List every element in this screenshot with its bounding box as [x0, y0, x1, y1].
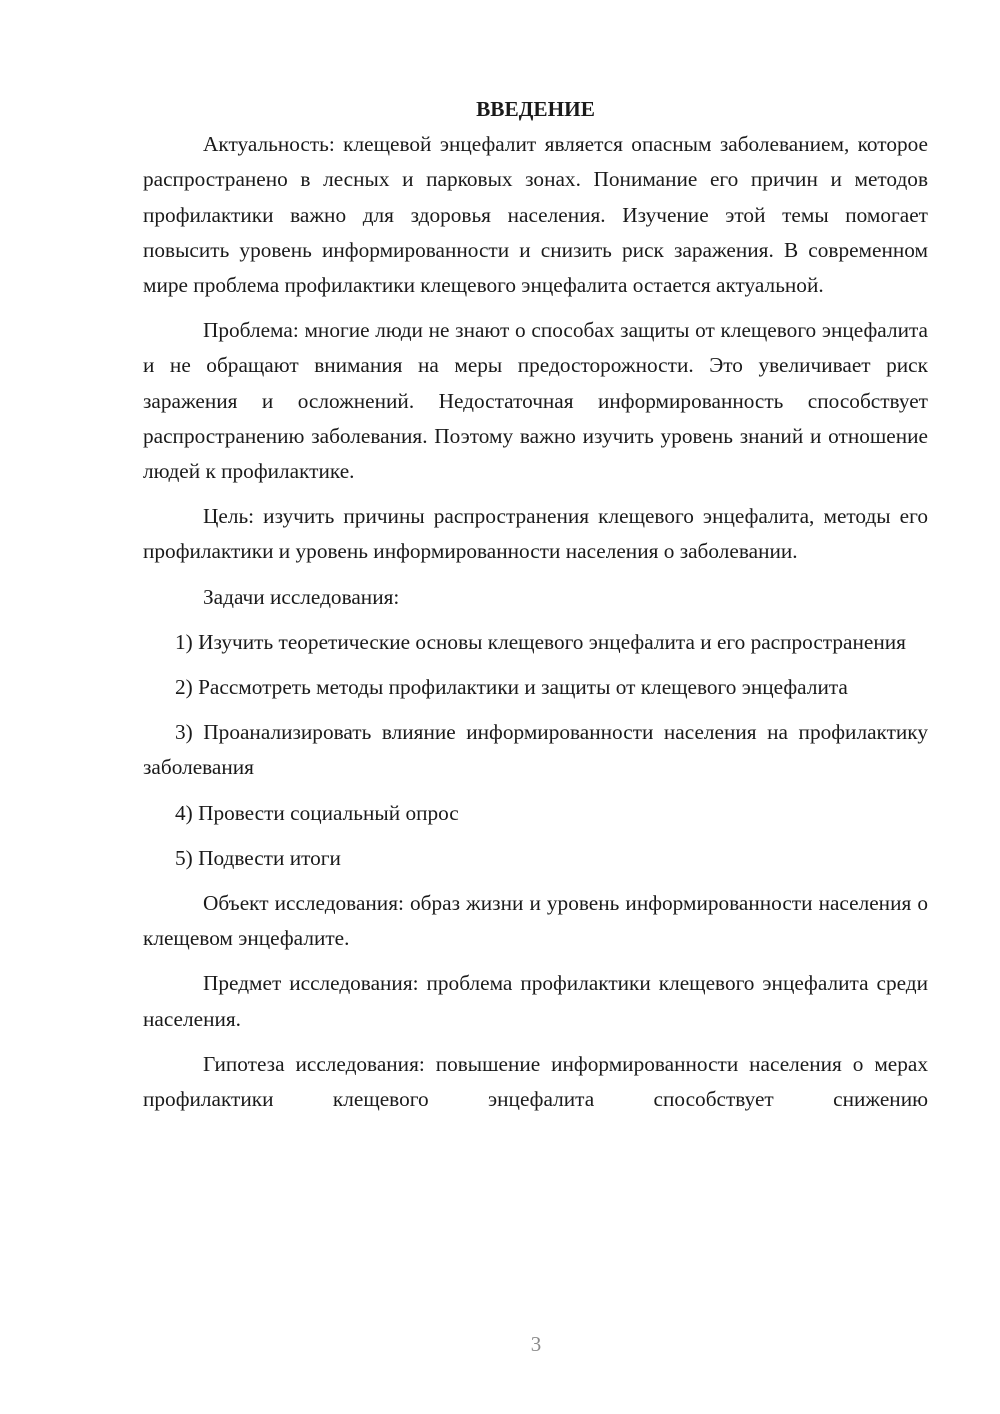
task-list-item: 4) Провести социальный опрос	[175, 800, 459, 825]
paragraph-problem: Проблема: многие люди не знают о способах защиты от клещевого энцефалита и не обращают внимания на меры предосторожности. Это увеличивает риск заражения и осложнений. Недостаточная информированность способствует распространению заболевания. Поэтому важно изучить уровень знаний и отношение людей к профилактике.	[143, 318, 928, 484]
page-number: 3	[530, 1332, 542, 1356]
paragraph-goal: Цель: изучить причины распространения клещевого энцефалита, методы его профилактики и уровень информированности населения о заболевании.	[143, 504, 928, 564]
task-list-item: 2) Рассмотреть методы профилактики и защиты от клещевого энцефалита	[175, 675, 848, 700]
paragraph-subject: Предмет исследования: проблема профилактики клещевого энцефалита среди населения.	[143, 971, 928, 1031]
tasks-heading: Задачи исследования:	[203, 584, 400, 609]
paragraph-actuality: Актуальность: клещевой энцефалит является опасным заболеванием, которое распространено в лесных и парковых зонах. Понимание его причин и методов профилактики важно для здоровья населения. Изучение этой темы помогает повысить уровень информированности и снизить риск заражения. В современном мире проблема профилактики клещевого энцефалита остается актуальной.	[143, 132, 928, 298]
section-title: ВВЕДЕНИЕ	[476, 97, 595, 121]
paragraph-object: Объект исследования: образ жизни и уровень информированности населения о клещевом энцефалите.	[143, 891, 928, 951]
task-list-item: 1) Изучить теоретические основы клещевого энцефалита и его распространения	[175, 629, 906, 654]
paragraph-hypothesis: Гипотеза исследования: повышение информированности населения о мерах профилактики клещевого энцефалита способствует снижению	[143, 1051, 928, 1112]
task-list-item: 3) Проанализировать влияние информированности населения на профилактику заболевания	[143, 720, 928, 780]
task-list-item: 5) Подвести итоги	[175, 845, 341, 870]
document-body	[143, 92, 928, 1117]
